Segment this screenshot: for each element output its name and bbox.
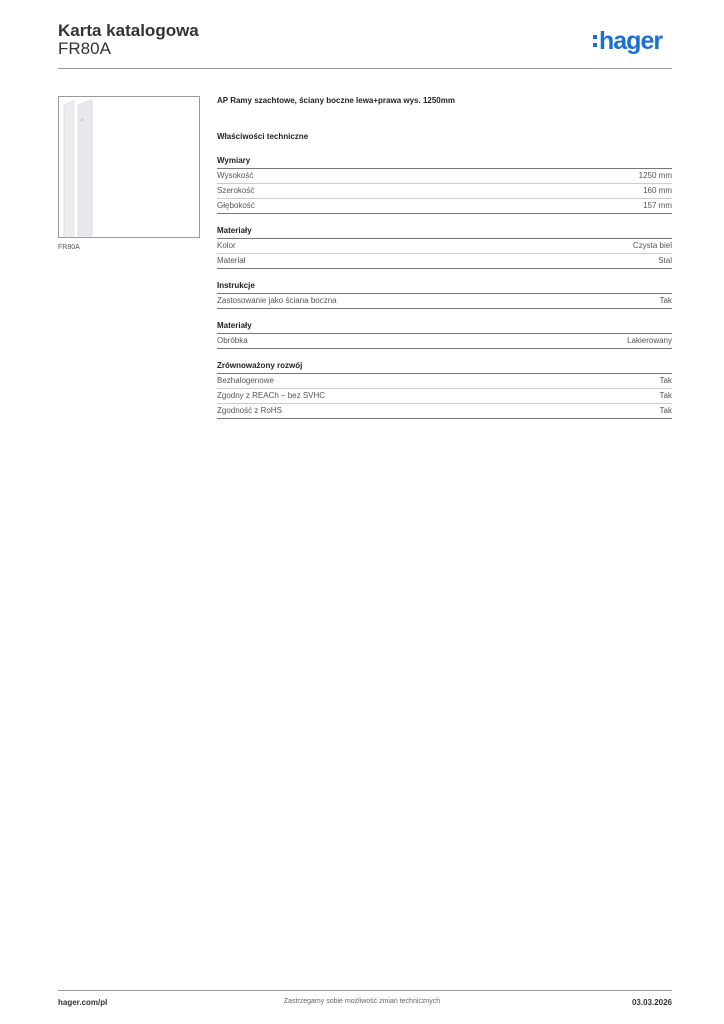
spec-label: Głębokość: [217, 201, 255, 210]
spec-value: 157 mm: [643, 201, 672, 210]
spec-value: Tak: [659, 376, 672, 385]
spec-value: Czysta biel: [632, 241, 672, 250]
properties-heading: Właściwości techniczne: [217, 132, 309, 141]
spec-row: [217, 334, 672, 349]
section-title: Materiały: [217, 225, 672, 239]
footer-divider: [58, 990, 672, 991]
page-title: Karta katalogowa: [58, 21, 199, 40]
spec-label: Szerokość: [217, 186, 255, 195]
spec-value: Tak: [659, 406, 672, 415]
spec-sections: [217, 155, 672, 419]
spec-section: [217, 225, 672, 269]
spec-label: Kolor: [217, 241, 236, 250]
header-divider: [58, 68, 672, 69]
spec-row: [217, 184, 672, 199]
spec-row: [217, 199, 672, 214]
spec-row: [217, 254, 672, 269]
product-title: AP Ramy szachtowe, ściany boczne lewa+prawa wys. 1250mm: [217, 96, 455, 105]
spec-section: [217, 280, 672, 309]
hager-logo: [593, 28, 662, 54]
footer-date: 03.03.2026: [631, 998, 672, 1007]
spec-label: Wysokość: [217, 171, 254, 180]
logo-text: hager: [599, 27, 663, 55]
spec-value: Tak: [659, 391, 672, 400]
spec-value: 160 mm: [643, 186, 672, 195]
logo-dots-icon: [593, 35, 597, 47]
section-title: Wymiary: [217, 155, 672, 169]
spec-value: Lakierowany: [627, 336, 672, 345]
spec-label: Zgodny z REACh – bez SVHC: [217, 391, 326, 400]
image-caption: FR80A: [58, 244, 80, 251]
footer-disclaimer: Zastrzegamy sobie możliwość zmian technicznych: [283, 998, 441, 1005]
spec-value: 1250 mm: [638, 171, 672, 180]
section-title: Zrównoważony rozwój: [217, 360, 672, 374]
product-code: FR80A: [58, 39, 111, 58]
spec-label: Zastosowanie jako ściana boczna: [217, 296, 337, 305]
spec-row: [217, 374, 672, 389]
spec-value: Stal: [658, 256, 672, 265]
product-details: [217, 96, 672, 430]
spec-row: [217, 389, 672, 404]
section-title: Materiały: [217, 320, 672, 334]
section-title: Instrukcje: [217, 280, 672, 294]
spec-row: [217, 239, 672, 254]
spec-row: [217, 404, 672, 419]
spec-section: [217, 155, 672, 214]
spec-label: Bezhalogenowe: [217, 376, 274, 385]
spec-value: Tak: [659, 296, 672, 305]
spec-row: [217, 169, 672, 184]
side-panels-image: [59, 97, 199, 237]
spec-label: Zgodność z RoHS: [217, 406, 282, 415]
spec-section: [217, 320, 672, 349]
footer-website-link[interactable]: hager.com/pl: [58, 998, 108, 1007]
spec-label: Materiał: [217, 256, 246, 265]
spec-section: [217, 360, 672, 419]
spec-label: Obróbka: [217, 336, 248, 345]
product-image: [58, 96, 200, 238]
spec-row: [217, 294, 672, 309]
